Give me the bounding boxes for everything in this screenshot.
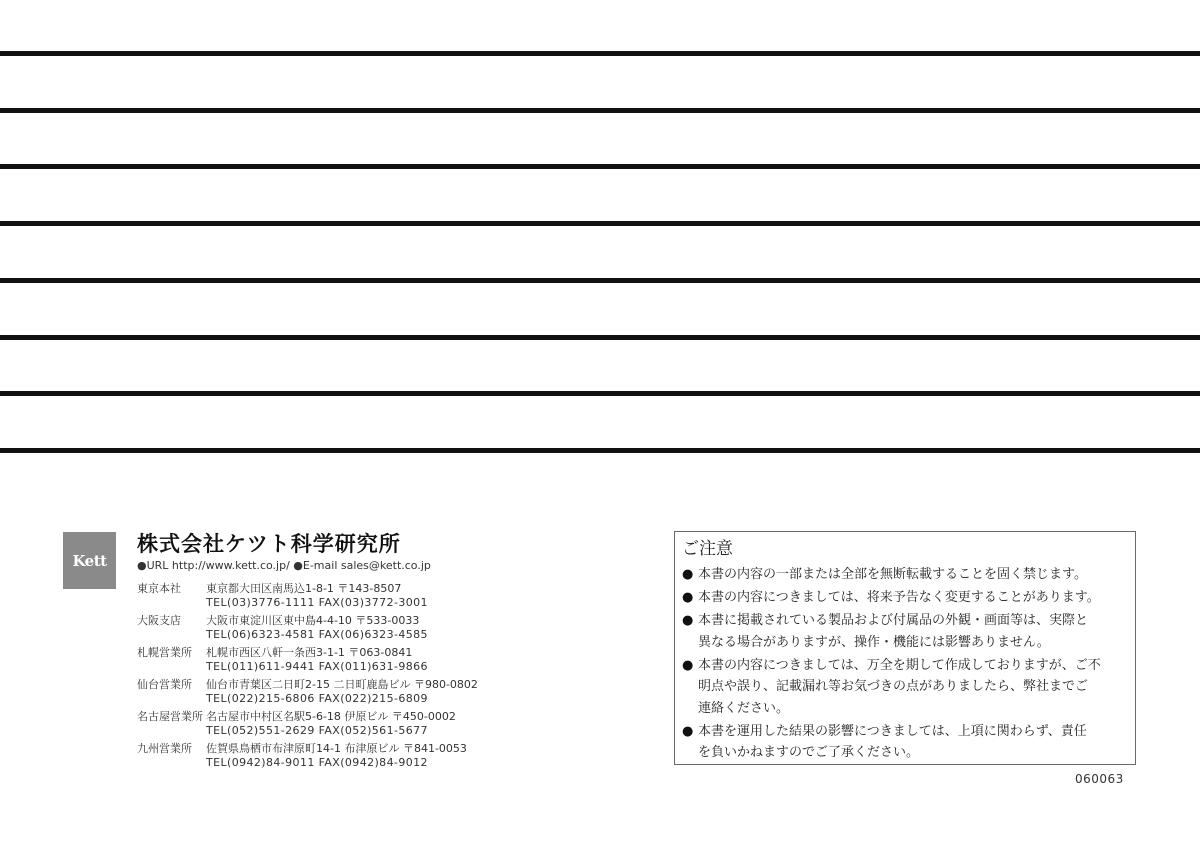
notice-item [682,564,1129,586]
document-number: 060063 [1075,772,1124,786]
notice-text: 異なる場合がありますが、操作・機能には影響ありません。 [698,634,1050,650]
office-list [137,580,497,772]
office-address: 佐賀県鳥栖市布津原町14-1 布津原ビル 〒841-0053 [206,742,467,755]
writing-line [0,51,1200,56]
bullet-icon: ● [682,613,694,628]
notice-item [682,655,1129,720]
office-name: 仙台営業所 [137,678,192,691]
office-row [137,580,497,612]
writing-line [0,335,1200,340]
company-name: 株式会社ケツト科学研究所 [137,532,401,556]
writing-line [0,221,1200,226]
office-phone-fax: TEL(011)611-9441 FAX(011)631-9866 [206,660,428,673]
writing-line [0,278,1200,283]
office-name: 名古屋営業所 [137,710,203,723]
notice-item [682,610,1129,653]
bullet-icon: ● [682,657,694,673]
notice-text: 連絡ください。 [698,700,790,716]
bullet-icon: ● [682,567,694,582]
office-row [137,644,497,676]
office-address: 名古屋市中村区名駅5-6-18 伊原ビル 〒450-0002 [206,710,456,723]
writing-line [0,108,1200,113]
notice-text: 本書を運用した結果の影響につきましては、上項に関わらず、責任 [698,723,1087,739]
office-phone-fax: TEL(0942)84-9011 FAX(0942)84-9012 [206,756,428,769]
notice-item [682,587,1129,609]
notice-text: 本書の内容につきましては、将来予告なく変更することがあります。 [698,590,1100,605]
contact-line: ●URL http://www.kett.co.jp/ ●E-mail sales@kett.co.jp [137,559,431,572]
office-name: 大阪支店 [137,614,181,627]
notice-item [682,721,1129,764]
notice-text: を負いかねますのでご了承ください。 [698,745,920,760]
writing-line [0,448,1200,453]
notice-text: 本書に掲載されている製品および付属品の外観・画面等は、実際と [698,613,1089,628]
office-row [137,740,497,772]
office-phone-fax: TEL(06)6323-4581 FAX(06)6323-4585 [206,628,428,641]
notice-text: 本書の内容につきましては、万全を期して作成しておりますが、ご不 [698,657,1101,673]
office-address: 大阪市東淀川区東中島4-4-10 〒533-0033 [206,614,420,627]
notice-title: ご注意 [682,539,733,559]
notice-text: 明点や誤り、記載漏れ等お気づきの点がありましたら、弊社までご [698,679,1089,694]
writing-line [0,391,1200,396]
bullet-icon: ● [682,590,694,605]
office-address: 東京都大田区南馬込1-8-1 〒143-8507 [206,582,402,595]
office-address: 仙台市青葉区二日町2-15 二日町鹿島ビル 〒980-0802 [206,678,478,691]
office-address: 札幌市西区八軒一条西3-1-1 〒063-0841 [206,646,413,659]
office-name: 九州営業所 [137,742,192,755]
bullet-icon: ● [682,723,694,739]
office-phone-fax: TEL(052)551-2629 FAX(052)561-5677 [206,724,428,737]
notice-text: 本書の内容の一部または全部を無断転載することを固く禁じます。 [698,567,1087,582]
office-row [137,676,497,708]
office-name: 東京本社 [137,582,181,595]
kett-logo: Kett [63,532,116,589]
office-name: 札幌営業所 [137,646,192,659]
office-row [137,708,497,740]
office-phone-fax: TEL(03)3776-1111 FAX(03)3772-3001 [206,596,428,609]
writing-line [0,164,1200,169]
notice-box [674,531,1136,765]
office-phone-fax: TEL(022)215-6806 FAX(022)215-6809 [206,692,428,705]
office-row [137,612,497,644]
